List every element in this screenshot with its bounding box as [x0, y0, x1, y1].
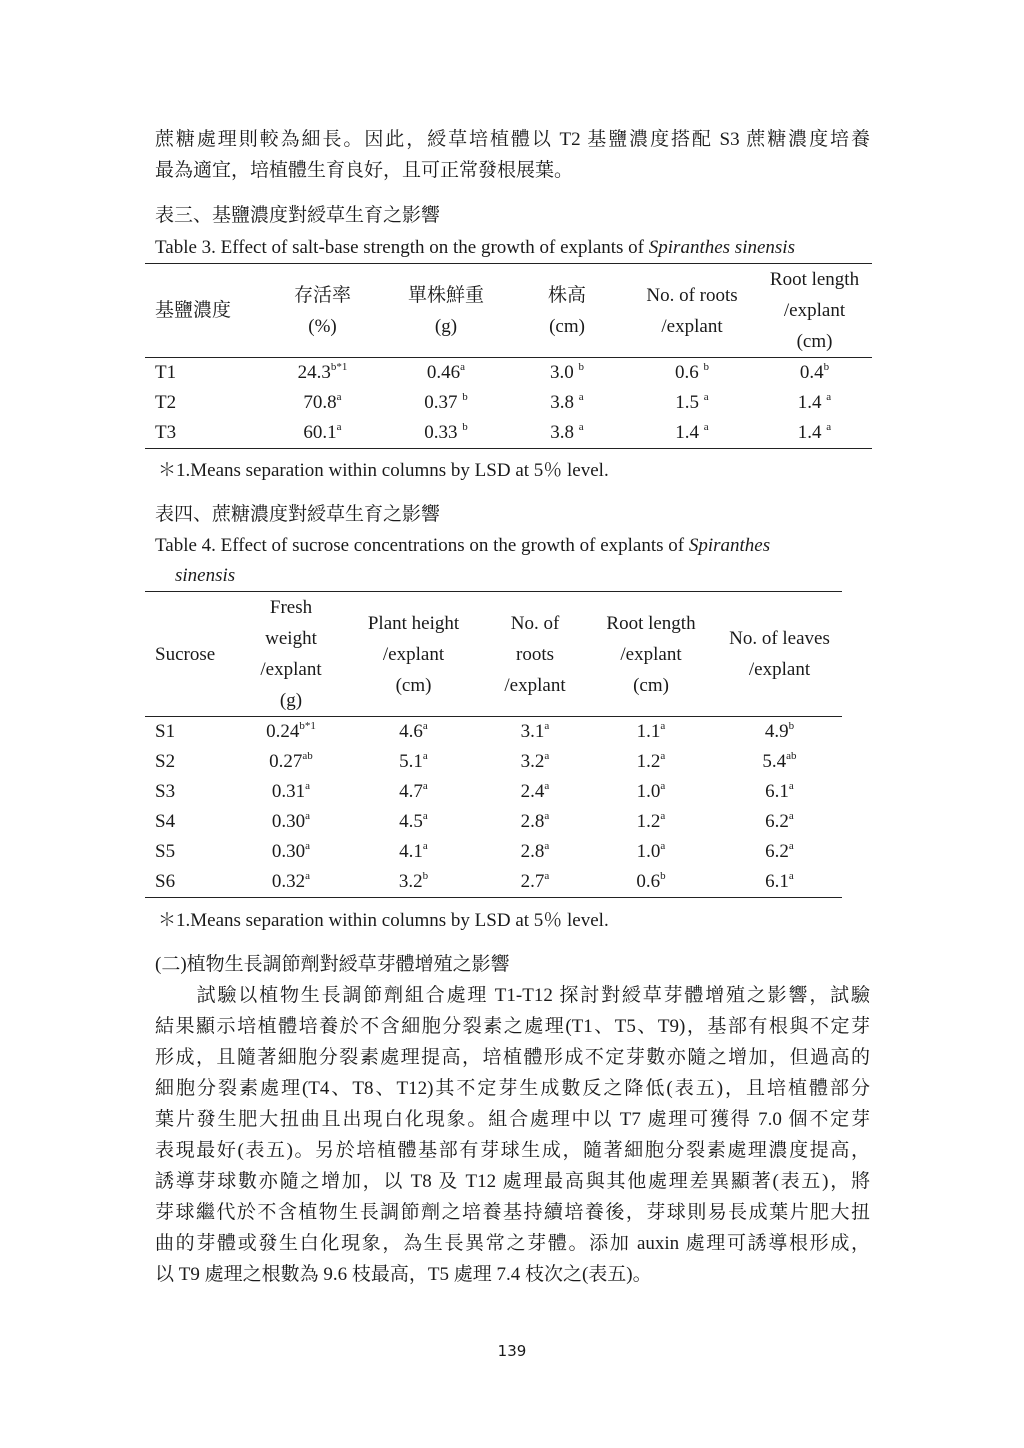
table4-cell: 2.7$^a$ — [485, 867, 585, 898]
table4-cell: 2.8$^a$ — [520, 810, 550, 832]
table4-header-cell: No. of roots /explant — [485, 592, 585, 717]
table4-cell: 5.4$^{ab}$ — [762, 750, 797, 772]
section2-line: 試驗以植物生長調節劑組合處理 T1-T12 探討對綬草芽體增殖之影響，試驗 — [155, 985, 870, 1006]
significance-letter: a — [460, 361, 466, 373]
table4-cell: 1.0$^a$ — [636, 780, 666, 802]
table4-row-label: S2 — [155, 751, 176, 772]
table3-header-cell: 株高 (cm) — [507, 264, 627, 358]
table4-cell: 1.1$^a$ — [636, 720, 666, 742]
significance-letter: a — [422, 810, 428, 822]
significance-letter: a — [578, 421, 584, 433]
table4-header-cell: Sucrose — [145, 592, 240, 717]
table3-header-cell: 單株鮮重 (g) — [385, 264, 507, 358]
table4-title-en: Table 4. Effect of sucrose concentrations on the growth of explants of Spiranthes — [155, 535, 771, 556]
significance-letter: a — [336, 391, 342, 403]
significance-letter: a — [660, 840, 666, 852]
species-name: Spiranthes — [688, 535, 771, 556]
table4-title-en-cont — [175, 564, 235, 588]
section2-heading: (二)植物生長調節劑對綬草芽體增殖之影響 — [155, 954, 510, 975]
significance-letter: a — [788, 780, 794, 792]
species-name: Spiranthes sinensis — [648, 237, 795, 258]
section2-line: 誘導芽球數亦隨之增加，以 T8 及 T12 處理最高與其他處理差異顯著(表五)，將 — [155, 1171, 870, 1192]
table3-header-cell: 存活率 (%) — [260, 264, 385, 358]
table3-cell: 3.8 $^a$ — [507, 418, 627, 449]
table4-header-cell: Root length /explant (cm) — [585, 592, 717, 717]
table4-header-cell: Fresh weight /explant (g) — [240, 592, 342, 717]
table4-note: ＊1.Means separation within columns by LSD at 5％ level. — [158, 910, 609, 931]
significance-letter: a — [826, 391, 832, 403]
table4-cell: 0.27$^{ab}$ — [269, 750, 313, 772]
table3-cell: 3.8 $^a$ — [550, 391, 584, 413]
table3-cell: 70.8$^a$ — [303, 391, 342, 413]
intro-line: 蔗糖處理則較為細長。因此，綬草培植體以 T2 基鹽濃度搭配 S3 蔗糖濃度培養 — [155, 129, 870, 150]
section2-line: 以 T9 處理之根數為 9.6 枝最高，T5 處理 7.4 枝次之(表五)。 — [155, 1264, 652, 1285]
table4-cell: 1.2$^a$ — [636, 750, 666, 772]
table4-cell: 2.4$^a$ — [520, 780, 550, 802]
table3-header-cell: No. of roots /explant — [627, 264, 757, 358]
table4-cell: 6.1$^a$ — [717, 867, 842, 898]
significance-letter: b — [660, 870, 666, 882]
significance-letter: a — [422, 720, 428, 732]
table4-header-cell: Plant height /explant (cm) — [342, 592, 485, 717]
significance-letter: a — [422, 750, 428, 762]
table3-header-cell: 基鹽濃度 — [145, 264, 260, 358]
table3-row-label: T2 — [155, 392, 177, 413]
table3-cell: 0.4$^b$ — [799, 361, 830, 383]
table4-row — [145, 747, 842, 777]
section2-line: 細胞分裂素處理(T4、T8、T12)其不定芽生成數反之降低(表五)，且培植體部分 — [155, 1078, 870, 1099]
intro-line: 最為適宜，培植體生育良好，且可正常發根展葉。 — [155, 160, 574, 181]
significance-letter: a — [544, 840, 550, 852]
table4-cell: 4.7$^a$ — [399, 780, 428, 802]
page-number: 139 — [497, 1342, 527, 1360]
table3-cell: 0.33 $^b$ — [385, 418, 507, 449]
significance-letter: a — [336, 421, 342, 433]
table4-cell: 4.5$^a$ — [399, 810, 428, 832]
significance-letter: a — [305, 840, 311, 852]
significance-letter: a — [826, 421, 832, 433]
significance-letter: a — [578, 391, 584, 403]
table4-cell: 4.1$^a$ — [399, 840, 428, 862]
significance-letter: b — [422, 870, 429, 882]
section2-paragraph — [155, 980, 870, 1290]
table3-row-label: T3 — [145, 418, 260, 449]
significance-letter: a — [788, 810, 794, 822]
table3-cell: 0.37 $^b$ — [424, 391, 468, 413]
section2-line: 表現最好(表五)。另於培植體基部有芽球生成，隨著細胞分裂素處理濃度提高， — [155, 1140, 870, 1161]
significance-letter: b — [462, 421, 468, 433]
significance-letter: ab — [786, 750, 797, 762]
section2-line: 結果顯示培植體培養於不含細胞分裂素之處理(T1、T5、T9)，基部有根與不定芽 — [155, 1016, 870, 1037]
table3-header-cell: Root length /explant (cm) — [757, 264, 872, 358]
table4-row-label: S3 — [155, 781, 176, 802]
table3-note: ＊1.Means separation within columns by LSD at 5％ level. — [158, 460, 609, 481]
significance-letter: a — [703, 391, 709, 403]
table3-cell: 1.4 $^a$ — [757, 418, 872, 449]
significance-letter: b — [788, 720, 795, 732]
table3-row — [145, 388, 872, 418]
section2-line: 葉片發生肥大扭曲且出現白化現象。組合處理中以 T7 處理可獲得 7.0 個不定芽 — [155, 1109, 870, 1130]
table3-title-en: Table 3. Effect of salt-base strength on the growth of explants of Spiranthes sinensis — [155, 237, 795, 258]
significance-letter: a — [660, 810, 666, 822]
table3-row — [145, 418, 872, 449]
table3-cell: 3.0 $^b$ — [550, 361, 584, 383]
section2-line: 芽球繼代於不含植物生長調節劑之培養基持續培養後，芽球則易長成葉片肥大扭 — [155, 1202, 870, 1223]
table3-cell: 60.1$^a$ — [260, 418, 385, 449]
significance-letter: b — [578, 361, 584, 373]
table4-cell: 3.1$^a$ — [520, 720, 550, 742]
section2-line: 曲的芽體或發生白化現象，為生長異常之芽體。添加 auxin 處理可誘導根形成， — [155, 1233, 870, 1254]
table4-row-label: S1 — [155, 721, 176, 742]
significance-letter: a — [305, 810, 311, 822]
table4-cell: 0.31$^a$ — [271, 780, 311, 802]
significance-letter: b*1 — [330, 361, 348, 373]
table4-title-zh: 表四、蔗糖濃度對綬草生育之影響 — [155, 504, 441, 525]
significance-letter: a — [544, 750, 550, 762]
table4-cell: 4.9$^b$ — [764, 720, 795, 742]
significance-letter: a — [703, 421, 709, 433]
table3-header-row — [145, 264, 872, 358]
table4-row — [145, 807, 842, 837]
table4-row — [145, 717, 842, 748]
table4-cell: $0.24^{b*1}$ — [266, 720, 316, 742]
intro-paragraph — [155, 124, 870, 186]
section2-line: 形成，且隨著細胞分裂素處理提高，培植體形成不定芽數亦隨之增加，但過高的 — [155, 1047, 870, 1068]
table3-cell: 0.6 $^b$ — [675, 361, 709, 383]
table3-cell: $24.3^{b*1}$ — [297, 361, 348, 383]
significance-letter: a — [788, 840, 794, 852]
table3-cell: 1.4 $^a$ — [627, 418, 757, 449]
table3-row — [145, 358, 872, 389]
significance-letter: b — [823, 361, 830, 373]
table4-row-label: S6 — [145, 867, 240, 898]
table3-cell: 1.4 $^a$ — [797, 391, 832, 413]
significance-letter: b — [703, 361, 709, 373]
table3 — [145, 263, 872, 449]
significance-letter: a — [544, 810, 550, 822]
significance-letter: a — [660, 780, 666, 792]
significance-letter: a — [788, 870, 794, 882]
significance-letter: ab — [302, 750, 313, 762]
table4-cell: 0.30$^a$ — [271, 840, 311, 862]
table4-row-label: S4 — [155, 811, 176, 832]
table4-cell: 2.8$^a$ — [520, 840, 550, 862]
table4-row — [145, 867, 842, 898]
significance-letter: a — [544, 720, 550, 732]
table4-cell: 4.6$^a$ — [399, 720, 428, 742]
significance-letter: b*1 — [299, 720, 316, 732]
significance-letter: a — [422, 840, 428, 852]
table4-row-label: S5 — [155, 841, 176, 862]
table4-cell: 3.2$^b$ — [342, 867, 485, 898]
table4-header-cell: No. of leaves /explant — [717, 592, 842, 717]
table3-cell: 1.5 $^a$ — [675, 391, 709, 413]
table4-row — [145, 777, 842, 807]
table4-cell: 1.0$^a$ — [636, 840, 666, 862]
table4-cell: 1.2$^a$ — [636, 810, 666, 832]
table4-cell: 6.1$^a$ — [765, 780, 794, 802]
table4-cell: 6.2$^a$ — [765, 840, 794, 862]
species-name: sinensis — [175, 565, 236, 586]
significance-letter: a — [660, 720, 666, 732]
table4-row — [145, 837, 842, 867]
significance-letter: a — [544, 870, 550, 882]
table3-row-label: T1 — [155, 362, 177, 383]
significance-letter: a — [544, 780, 550, 792]
significance-letter: a — [660, 750, 666, 762]
table4-cell: 0.32$^a$ — [240, 867, 342, 898]
table3-title-zh: 表三、基鹽濃度對綬草生育之影響 — [155, 205, 441, 226]
significance-letter: a — [305, 780, 311, 792]
significance-letter: a — [305, 870, 311, 882]
table3-cell: 0.46$^a$ — [426, 361, 466, 383]
significance-letter: a — [422, 780, 428, 792]
significance-letter: b — [462, 391, 468, 403]
table4 — [145, 591, 842, 898]
table4-cell: 0.30$^a$ — [271, 810, 311, 832]
table4-cell: 5.1$^a$ — [399, 750, 428, 772]
table4-cell: 3.2$^a$ — [520, 750, 550, 772]
table4-cell: 6.2$^a$ — [765, 810, 794, 832]
table4-header-row — [145, 592, 842, 717]
table4-cell: 0.6$^b$ — [585, 867, 717, 898]
